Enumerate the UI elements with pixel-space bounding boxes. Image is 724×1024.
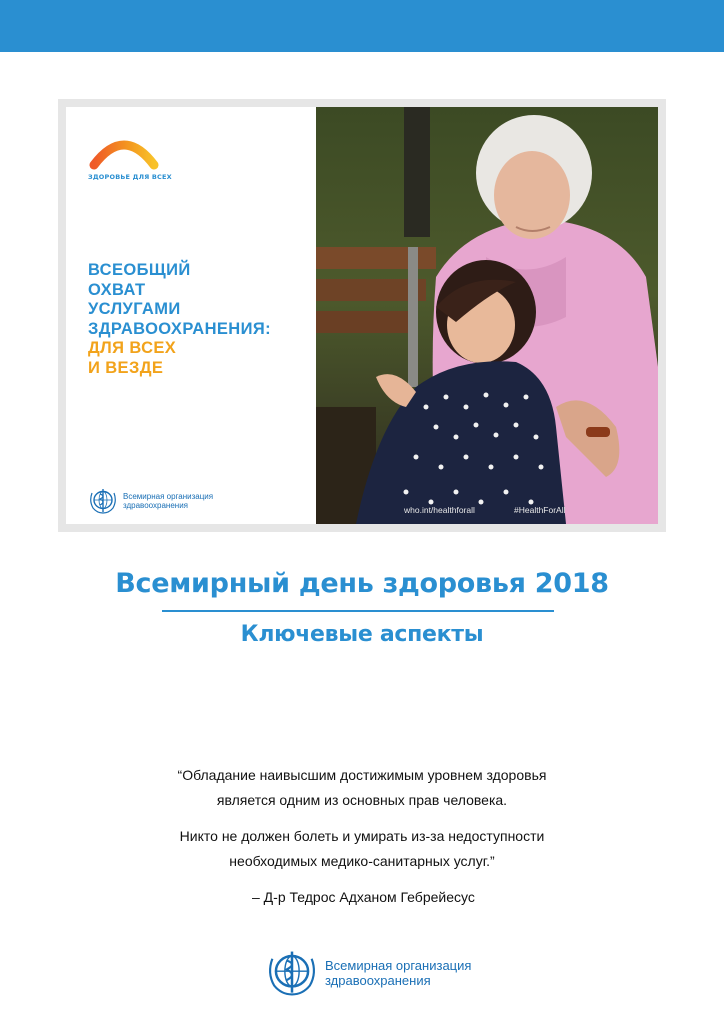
poster-inner <box>66 107 658 524</box>
headline-line: ВСЕОБЩИЙ <box>88 261 191 279</box>
headline-line: ЗДРАВООХРАНЕНИЯ: <box>88 319 272 338</box>
headline-line-accent: И ВЕЗДЕ <box>88 358 164 377</box>
poster-headline <box>88 261 316 378</box>
quote-line: необходимых медико-санитарных услуг.” <box>229 853 495 869</box>
headline-line-accent: ДЛЯ ВСЕХ <box>88 339 177 357</box>
quote-line: является одним из основных прав человека. <box>216 792 508 808</box>
who-name-small <box>123 492 213 511</box>
top-banner-bar <box>0 0 724 52</box>
quote-author: – Д-р Тедрос Адханом Гебрейесус <box>252 889 475 905</box>
who-name-line: Всемирная организация <box>325 958 472 973</box>
who-name-line: Всемирная организация <box>123 491 214 501</box>
who-name-line: здравоохранения <box>123 501 189 510</box>
who-name-footer <box>325 958 471 988</box>
title-underline <box>162 610 554 612</box>
health-for-all-arc-logo <box>88 131 160 171</box>
page-title: Всемирный день здоровья 2018 <box>115 568 609 599</box>
campaign-url: who.int/healthforall <box>404 505 475 515</box>
headline-line: УСЛУГАМИ <box>88 300 181 318</box>
headline-line: ОХВАТ <box>88 280 146 299</box>
page-subtitle: Ключевые аспекты <box>240 622 484 647</box>
quote-line: “Обладание наивысшим достижимым уровнем здоровья <box>177 767 547 783</box>
campaign-poster <box>58 99 666 532</box>
who-name-line: здравоохранения <box>325 973 431 988</box>
campaign-hashtag: #HealthForAll <box>514 505 566 515</box>
who-logo-footer <box>265 948 471 998</box>
grandmother-and-girl-photo <box>316 107 658 524</box>
who-emblem-icon <box>88 487 118 515</box>
quote-line: Никто не должен болеть и умирать из-за недоступности <box>179 828 545 844</box>
who-emblem-icon <box>265 948 319 998</box>
health-for-all-caption: ЗДОРОВЬЕ ДЛЯ ВСЕХ <box>88 173 172 181</box>
poster-left-panel <box>66 107 316 524</box>
who-logo-small <box>88 487 213 515</box>
